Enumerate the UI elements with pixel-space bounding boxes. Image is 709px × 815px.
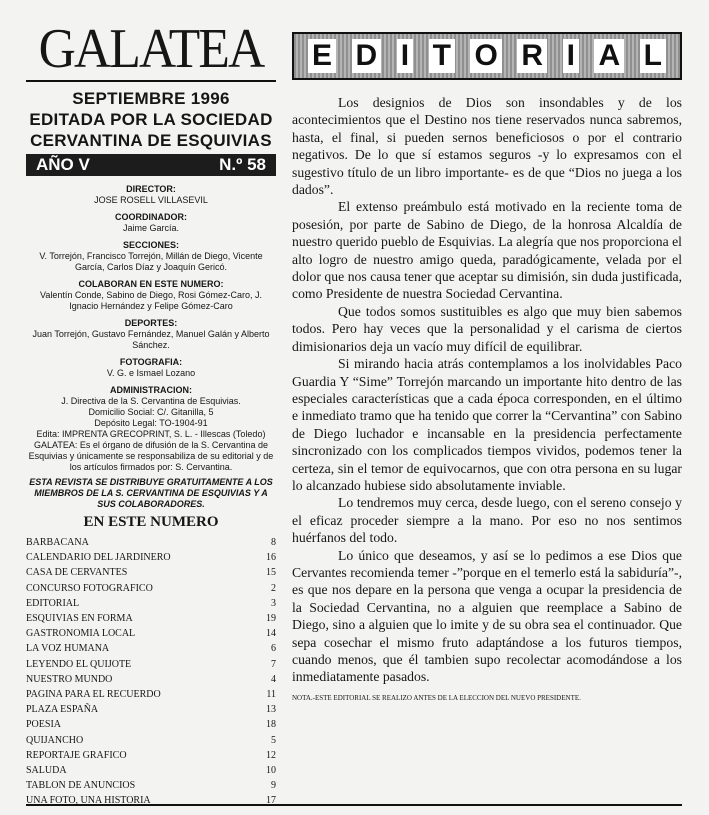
toc-page: 16 <box>266 552 276 564</box>
toc-page: 6 <box>271 643 276 655</box>
editorial-paragraph: El extenso preámbulo está motivado en la reciente toma de posesión, por parte de Sabino de Diego, de la honrosa Alcaldía de nuestro querido pueblo de Esquivias. La alegría que nos proporciona el alto logro de nuestro amigo queda, paradógicamente, velada por el dolor que nos causa tener que aceptar su dimisión, sin duda justificada, como Presidente de nuestra Sociedad Cervantina. <box>292 199 682 302</box>
toc-row <box>26 550 276 565</box>
editorial-paragraph: Si mirando hacia atrás contemplamos a los inolvidables Paco Guardia Y “Sime” Torrejón marcando un importante hito dentro de las especiales características que a cada época corresponden, en el último e inmediato tramo que ha tenido que correr la “Cervantina” con Sabino de Diego luchador e incansable en la presidencia perfectamente sincronizado con los complicados tiempos vividos, podemos tener la certeza, sin el temor de equivocarnos, que con otra persona en su lugar lo alcanzado hubiese sido absolutamente inviable. <box>292 356 682 493</box>
toc-page: 7 <box>271 658 276 670</box>
banner-letter: L <box>640 39 666 73</box>
toc-row <box>26 733 276 748</box>
banner-letter: I <box>563 39 579 73</box>
table-of-contents <box>26 514 276 809</box>
toc-section: POESIA <box>26 719 62 731</box>
editorial-paragraph: Los designios de Dios son insondables y de los acontecimientos que el Destino nos tiene reservados nunca sabremos, hasta, el final, si pueden sernos beneficiosos o por el contrario negativos. De lo que sí estamos seguros -y lo expresamos con el sugestivo título de un libro importante- es de que “Dios no juega a los dados”. <box>292 95 682 198</box>
toc-page: 17 <box>266 795 276 807</box>
credit-role: FOTOGRAFIA: <box>119 357 183 367</box>
toc-section: CALENDARIO DEL JARDINERO <box>26 552 171 564</box>
toc-page: 11 <box>266 689 276 701</box>
issue-bar <box>26 154 276 176</box>
credit-names: Juan Torrejón, Gustavo Fernández, Manuel Galán y Alberto Sánchez. <box>32 329 270 350</box>
toc-section: GASTRONOMIA LOCAL <box>26 628 136 640</box>
toc-row <box>26 565 276 580</box>
admin-address: Domicilio Social: C/. Gitanilla, 5 <box>88 407 214 417</box>
toc-row <box>26 702 276 717</box>
toc-page: 5 <box>271 734 276 746</box>
toc-row <box>26 672 276 687</box>
toc-page: 4 <box>271 673 276 685</box>
staff-credits <box>26 184 276 510</box>
toc-page: 18 <box>266 719 276 731</box>
toc-page: 12 <box>266 749 276 761</box>
banner-letter: D <box>352 39 382 73</box>
editorial-paragraph: Que todos somos sustituibles es algo que muy bien sabemos todos. Pero hay veces que la personalidad y el carisma de ciertos dimisionarios deja un vacío muy difícil de equilibrar. <box>292 303 682 354</box>
toc-row <box>26 748 276 763</box>
toc-section: LEYENDO EL QUIJOTE <box>26 658 132 670</box>
toc-row <box>26 793 276 808</box>
publisher-line-2: CERVANTINA DE ESQUIVIAS <box>30 131 272 150</box>
toc-page: 10 <box>266 765 276 777</box>
credit-names: V. G. e Ismael Lozano <box>106 368 196 378</box>
banner-letter: E <box>308 39 336 73</box>
toc-row <box>26 596 276 611</box>
toc-section: CONCURSO FOTOGRAFICO <box>26 582 153 594</box>
toc-section: NUESTRO MUNDO <box>26 673 113 685</box>
masthead-column <box>26 18 276 510</box>
editorial-footnote: NOTA.-ESTE EDITORIAL SE REALIZO ANTES DE LA ELECCION DEL NUEVO PRESIDENTE. <box>292 693 581 702</box>
toc-section: LA VOZ HUMANA <box>26 643 110 655</box>
toc-section: UNA FOTO, UNA HISTORIA <box>26 795 151 807</box>
toc-row <box>26 611 276 626</box>
toc-title: EN ESTE NUMERO <box>83 514 219 530</box>
toc-page: 3 <box>271 597 276 609</box>
credit-names: V. Torrejón, Francisco Torrejón, Millán de Diego, Vicente García, Carlos Díaz y Joaquín Gericó. <box>39 251 263 272</box>
editorial-body <box>292 94 682 707</box>
editorial-column <box>292 32 682 707</box>
toc-section: TABLON DE ANUNCIOS <box>26 780 136 792</box>
credit-names: Jaime García. <box>122 223 180 233</box>
toc-row <box>26 535 276 550</box>
credit-names: J. Directiva de la S. Cervantina de Esquivias. <box>61 396 241 406</box>
credit-role: DEPORTES: <box>124 318 178 328</box>
credit-role: SECCIONES: <box>122 240 179 250</box>
banner-letter: A <box>594 39 624 73</box>
toc-row <box>26 763 276 778</box>
toc-section: EDITORIAL <box>26 597 80 609</box>
editorial-banner <box>292 32 682 80</box>
banner-letter: T <box>429 39 455 73</box>
toc-row <box>26 778 276 793</box>
credit-names: JOSE ROSELL VILLASEVIL <box>94 195 208 205</box>
magazine-title: GALATEA <box>38 18 264 80</box>
credit-role: DIRECTOR: <box>126 184 176 194</box>
footer-rule <box>26 804 682 806</box>
credit-names: Valentín Conde, Sabino de Diego, Rosi Gómez-Caro, J. Ignacio Hernández y Felipe Gómez-Caro <box>40 290 262 311</box>
toc-page: 2 <box>271 582 276 594</box>
toc-section: CASA DE CERVANTES <box>26 567 128 579</box>
toc-page: 13 <box>266 704 276 716</box>
responsibility-note: GALATEA: Es el órgano de difusión de la S. Cervantina de Esquivias y únicamente se responsabiliza de su editorial y de los artículos firmados por: S. Cervantina. <box>28 440 274 472</box>
distribution-note: ESTA REVISTA SE DISTRIBUYE GRATUITAMENTE A LOS MIEMBROS DE LA S. CERVANTINA DE ESQUIVIAS Y A SUS COLABORADORES. <box>29 477 273 509</box>
banner-letter: I <box>397 39 413 73</box>
toc-row <box>26 657 276 672</box>
banner-letter: R <box>517 39 547 73</box>
credit-role: COORDINADOR: <box>115 212 187 222</box>
editorial-paragraph: Lo único que deseamos, y así se lo pedimos a ese Dios que Cervantes recomienda temer -”porque en el temerlo está la sabiduría”-, es que nos depare en la persona que venga a ocupar la presidencia de la Sociedad Cervantina, no a alguien que reemplace a Sabino de Diego, sino a alguien que lo imite y de su obra sea el continuador. Que sepa cosechar el mismo fruto adaptándose a los futuros tiempos, cuando menos, que él tambien supo recolectar acomodándose a los inmediatamente pasados. <box>292 547 682 685</box>
credit-role: ADMINISTRACION: <box>110 385 192 395</box>
issue-year: AÑO V <box>36 155 90 174</box>
issue-number: N.º 58 <box>219 155 266 174</box>
toc-section: SALUDA <box>26 765 67 777</box>
legal-deposit: Depósito Legal: TO-1904-91 <box>94 418 208 428</box>
toc-row <box>26 641 276 656</box>
toc-row <box>26 717 276 732</box>
toc-row <box>26 687 276 702</box>
toc-page: 15 <box>266 567 276 579</box>
publication-date: SEPTIEMBRE 1996 <box>72 89 230 108</box>
toc-list <box>26 535 276 809</box>
editorial-paragraph: Lo tendremos muy cerca, desde luego, con el sereno consejo y el eficaz proceder siempre a la mano. Por eso no nos sentimos huérfanos del todo. <box>292 495 682 546</box>
banner-letter: O <box>470 39 501 73</box>
printer: Edita: IMPRENTA GRECOPRINT, S. L. - Illescas (Toledo) <box>36 429 266 439</box>
toc-section: ESQUIVIAS EN FORMA <box>26 613 133 625</box>
toc-section: BARBACANA <box>26 537 89 548</box>
toc-page: 19 <box>266 613 276 625</box>
toc-page: 14 <box>266 628 276 640</box>
toc-row <box>26 581 276 596</box>
masthead-rule <box>26 80 276 82</box>
toc-page: 9 <box>271 780 276 792</box>
toc-section: PLAZA ESPAÑA <box>26 704 99 716</box>
publisher-line-1: EDITADA POR LA SOCIEDAD <box>29 110 273 129</box>
credit-role: COLABORAN EN ESTE NUMERO: <box>78 279 224 289</box>
toc-row <box>26 626 276 641</box>
toc-section: REPORTAJE GRAFICO <box>26 749 127 761</box>
toc-section: PAGINA PARA EL RECUERDO <box>26 689 161 701</box>
toc-page: 8 <box>271 537 276 548</box>
toc-section: QUIJANCHO <box>26 734 84 746</box>
